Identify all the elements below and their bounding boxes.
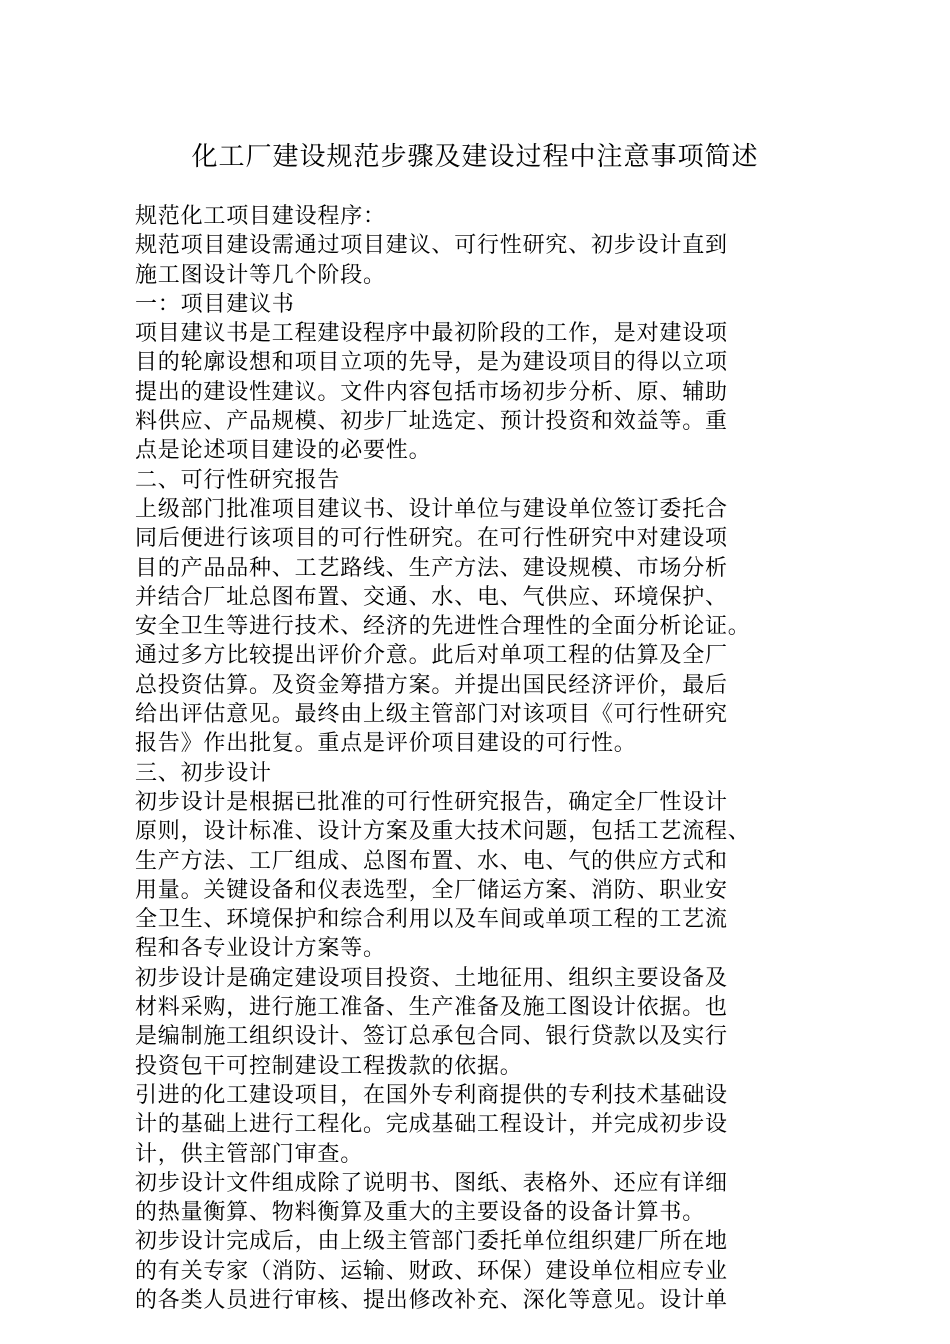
text-line: 全卫生、环境保护和综合利用以及车间或单项工程的工艺流 bbox=[135, 907, 728, 933]
text-line: 生产方法、工厂组成、总图布置、水、电、气的供应方式和 bbox=[135, 848, 728, 874]
text-line: 初步设计文件组成除了说明书、图纸、表格外、还应有详细 bbox=[135, 1170, 728, 1196]
text-line: 并结合厂址总图布置、交通、水、电、气供应、环境保护、 bbox=[135, 584, 728, 610]
text-line: 引进的化工建设项目，在国外专利商提供的专利技术基础设 bbox=[135, 1082, 728, 1108]
text-line: 提出的建设性建议。文件内容包括市场初步分析、原、辅助 bbox=[135, 379, 728, 405]
text-line: 同后便进行该项目的可行性研究。在可行性研究中对建设项 bbox=[135, 526, 728, 552]
text-line: 目的轮廓设想和项目立项的先导，是为建设项目的得以立项 bbox=[135, 350, 728, 376]
text-line: 是编制施工组织设计、签订总承包合同、银行贷款以及实行 bbox=[135, 1024, 728, 1050]
text-line: 报告》作出批复。重点是评价项目建设的可行性。 bbox=[135, 731, 637, 757]
text-line: 安全卫生等进行技术、经济的先进性合理性的全面分析论证。 bbox=[135, 614, 751, 640]
text-line: 的各类人员进行审核、提出修改补充、深化等意见。设计单 bbox=[135, 1287, 728, 1313]
document-body bbox=[135, 202, 845, 1315]
document-title: 化工厂建设规范步骤及建设过程中注意事项简述 bbox=[191, 142, 759, 172]
text-line: 材料采购，进行施工准备、生产准备及施工图设计依据。也 bbox=[135, 995, 728, 1021]
text-line: 的热量衡算、物料衡算及重大的主要设备的设备计算书。 bbox=[135, 1200, 706, 1226]
text-line: 初步设计完成后，由上级主管部门委托单位组织建厂所在地 bbox=[135, 1229, 728, 1255]
text-line: 计，供主管部门审查。 bbox=[135, 1141, 364, 1167]
text-line: 目的产品品种、工艺路线、生产方法、建设规模、市场分析 bbox=[135, 555, 728, 581]
text-line: 点是论述项目建设的必要性。 bbox=[135, 438, 432, 464]
section-heading: 三、初步设计 bbox=[135, 760, 272, 786]
text-line: 施工图设计等几个阶段。 bbox=[135, 262, 386, 288]
text-line: 项目建议书是工程建设程序中最初阶段的工作，是对建设项 bbox=[135, 321, 728, 347]
section-heading: 二、可行性研究报告 bbox=[135, 467, 341, 493]
text-line: 料供应、产品规模、初步厂址选定、预计投资和效益等。重 bbox=[135, 409, 728, 435]
text-line: 用量。关键设备和仪表选型，全厂储运方案、消防、职业安 bbox=[135, 877, 728, 903]
text-line: 给出评估意见。最终由上级主管部门对该项目《可行性研究 bbox=[135, 702, 728, 728]
text-line: 初步设计是确定建设项目投资、土地征用、组织主要设备及 bbox=[135, 965, 728, 991]
text-line: 原则，设计标准、设计方案及重大技术问题，包括工艺流程、 bbox=[135, 819, 751, 845]
text-line: 投资包干可控制建设工程拨款的依据。 bbox=[135, 1053, 523, 1079]
text-line: 初步设计是根据已批准的可行性研究报告，确定全厂性设计 bbox=[135, 789, 728, 815]
text-line: 上级部门批准项目建议书、设计单位与建设单位签订委托合 bbox=[135, 496, 728, 522]
text-line: 通过多方比较提出评价介意。此后对单项工程的估算及全厂 bbox=[135, 643, 728, 669]
text-line: 规范项目建设需通过项目建议、可行性研究、初步设计直到 bbox=[135, 233, 728, 259]
text-line: 总投资估算。及资金筹措方案。并提出国民经济评价，最后 bbox=[135, 672, 728, 698]
text-line: 计的基础上进行工程化。完成基础工程设计，并完成初步设 bbox=[135, 1112, 728, 1138]
text-line: 规范化工项目建设程序： bbox=[135, 204, 386, 229]
section-heading: 一：项目建议书 bbox=[135, 291, 295, 317]
text-line: 的有关专家（消防、运输、财政、环保）建设单位相应专业 bbox=[135, 1258, 728, 1284]
text-line: 程和各专业设计方案等。 bbox=[135, 936, 386, 962]
